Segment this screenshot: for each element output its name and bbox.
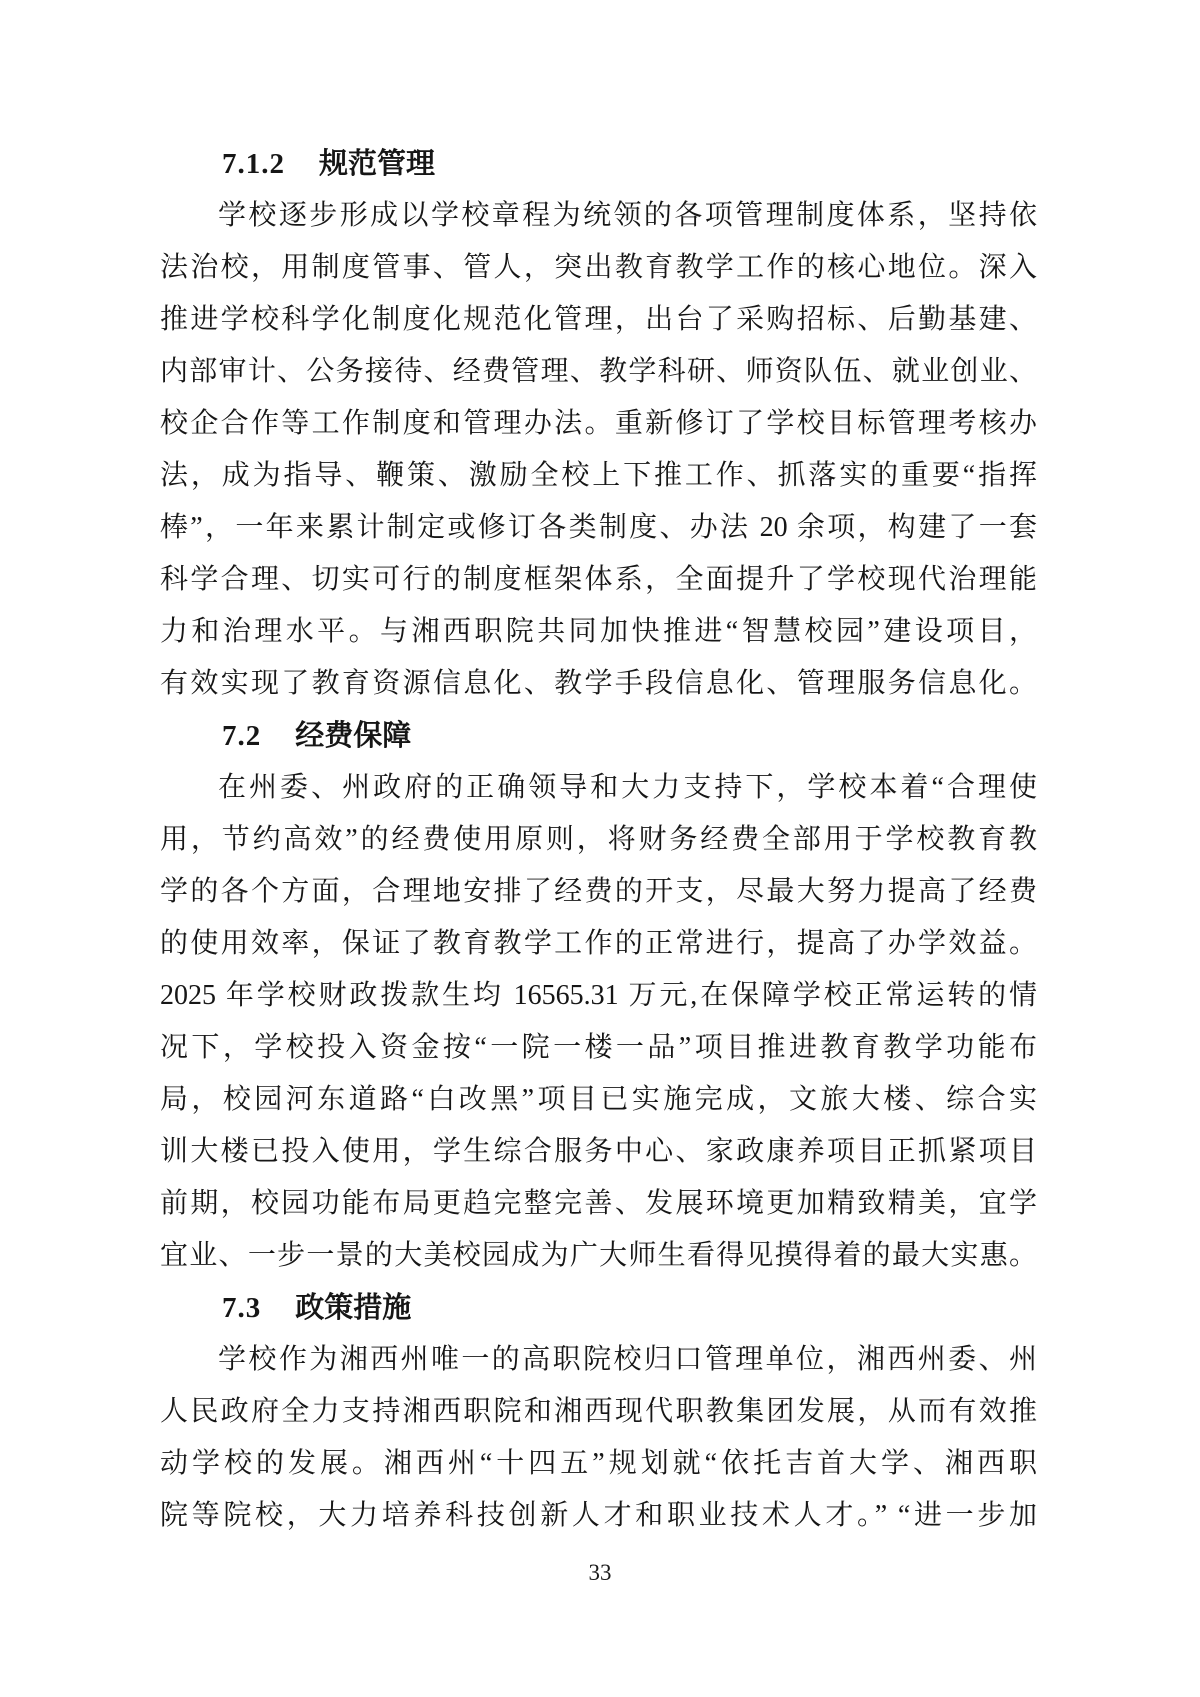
section-heading: [160, 1282, 1037, 1334]
body-line: 况下，学校投入资金按“一院一楼一品”项目推进教育教学功能布: [160, 1032, 1037, 1063]
body-line: 动学校的发展。湘西州“十四五”规划就“依托吉首大学、湘西职: [160, 1448, 1037, 1479]
heading-title: 规范管理: [319, 148, 436, 180]
body-line: 的使用效率，保证了教育教学工作的正常进行，提高了办学效益。: [160, 928, 1037, 959]
body-line: 科学合理、切实可行的制度框架体系，全面提升了学校现代治理能: [160, 564, 1037, 595]
heading-number: 7.1.2: [222, 148, 285, 180]
section-heading: [160, 710, 1037, 762]
body-line: 力和治理水平。与湘西职院共同加快推进“智慧校园”建设项目，: [160, 616, 1037, 647]
body-line: 学的各个方面，合理地安排了经费的开支，尽最大努力提高了经费: [160, 876, 1037, 907]
body-line: 人民政府全力支持湘西职院和湘西现代职教集团发展，从而有效推: [160, 1396, 1037, 1427]
body-line: 棒”，一年来累计制定或修订各类制度、办法 20 余项，构建了一套: [160, 512, 1037, 543]
body-line: 前期，校园功能布局更趋完整完善、发展环境更加精致精美，宜学: [160, 1188, 1037, 1219]
body-line: 有效实现了教育资源信息化、教学手段信息化、管理服务信息化。: [160, 668, 1037, 699]
page-number: 33: [588, 1560, 612, 1585]
body-line: 内部审计、公务接待、经费管理、教学科研、师资队伍、就业创业、: [160, 356, 1037, 387]
body-line: 局，校园河东道路“白改黑”项目已实施完成，文旅大楼、综合实: [160, 1084, 1037, 1115]
body-line: 推进学校科学化制度化规范化管理，出台了采购招标、后勤基建、: [160, 304, 1037, 335]
body-line: 学校逐步形成以学校章程为统领的各项管理制度体系，坚持依: [218, 200, 1037, 231]
section-7-1-2: [160, 138, 1037, 710]
body-line: 用，节约高效”的经费使用原则，将财务经费全部用于学校教育教: [160, 824, 1037, 855]
section-7-3: [160, 1282, 1037, 1542]
heading-title: 政策措施: [295, 1292, 412, 1324]
body-line: 院等院校，大力培养科技创新人才和职业技术人才。” “进一步加: [160, 1500, 1037, 1531]
body-line: 学校作为湘西州唯一的高职院校归口管理单位，湘西州委、州: [218, 1344, 1037, 1375]
body-line: 校企合作等工作制度和管理办法。重新修订了学校目标管理考核办: [160, 408, 1037, 439]
body-line: 2025 年学校财政拨款生均 16565.31 万元,在保障学校正常运转的情: [160, 980, 1037, 1011]
heading-title: 经费保障: [295, 720, 412, 752]
body-line: 宜业、一步一景的大美校园成为广大师生看得见摸得着的最大实惠。: [160, 1240, 1037, 1271]
section-heading: [160, 138, 1037, 190]
body-line: 训大楼已投入使用，学生综合服务中心、家政康养项目正抓紧项目: [160, 1136, 1037, 1167]
section-7-2: [160, 710, 1037, 1282]
heading-number: 7.3: [222, 1292, 262, 1324]
body-line: 法治校，用制度管事、管人，突出教育教学工作的核心地位。深入: [160, 252, 1037, 283]
heading-number: 7.2: [222, 720, 262, 752]
body-line: 在州委、州政府的正确领导和大力支持下，学校本着“合理使: [218, 772, 1037, 803]
body-line: 法，成为指导、鞭策、激励全校上下推工作、抓落实的重要“指挥: [160, 460, 1037, 491]
